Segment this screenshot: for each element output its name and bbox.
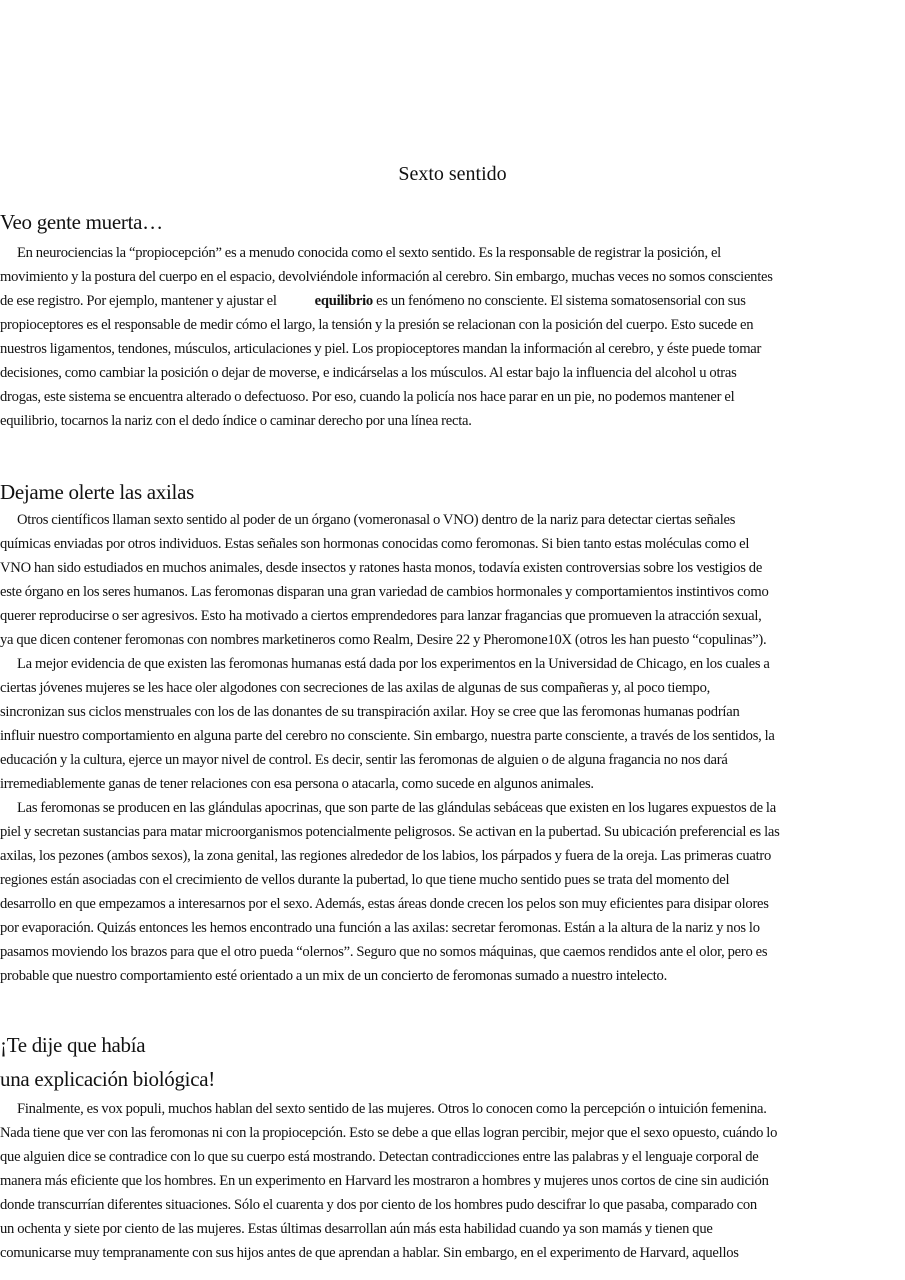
paragraph [0, 652, 905, 796]
text-line: probable que nuestro comportamiento esté orientado a un mix de un concierto de feromonas sumado a nuestro intelecto. [0, 968, 667, 984]
document-title: Sexto sentido [398, 163, 507, 185]
bold-term: equilibrio [314, 293, 373, 309]
text-line: movimiento y la postura del cuerpo en el espacio, devolviéndole información al cerebro. Sin embargo, muchas veces no somos conscientes [0, 269, 773, 285]
text-line: Finalmente, es vox populi, muchos hablan del sexto sentido de las mujeres. Otros lo conocen como la percepción o intuición femenina. [17, 1101, 767, 1117]
paragraph [0, 796, 905, 988]
text-line: En neurociencias la “propiocepción” es a menudo conocida como el sexto sentido. Es la responsable de registrar la posición, el [17, 245, 721, 261]
paragraph [0, 1097, 905, 1265]
text-segment: es un fenómeno no consciente. El sistema somatosensorial con sus [372, 293, 746, 309]
text-line: piel y secretan sustancias para matar microorganismos potencialmente peligrosos. Se activan en la pubertad. Su ubicación preferencial es las [0, 824, 780, 840]
text-line: equilibrio, tocarnos la nariz con el dedo índice o caminar derecho por una línea recta. [0, 413, 472, 429]
text-line: axilas, los pezones (ambos sexos), la zona genital, las regiones alrededor de los labios, los párpados y fuera de la oreja. Las primeras cuatro [0, 848, 772, 864]
text-line: Las feromonas se producen en las glándulas apocrinas, que son parte de las glándulas sebáceas que existen en los lugares expuestos de la [17, 800, 776, 816]
text-line: Otros científicos llaman sexto sentido al poder de un órgano (vomeronasal o VNO) dentro de la nariz para detectar ciertas señales [17, 512, 736, 528]
text-line: un ochenta y siete por ciento de las mujeres. Estas últimas desarrollan aún más esta habilidad cuando ya son mamás y tienen que [0, 1221, 713, 1237]
section-body [0, 1097, 905, 1265]
text-line: nuestros ligamentos, tendones, músculos, articulaciones y piel. Los propioceptores mandan la información al cerebro, y éste puede tomar [0, 341, 762, 357]
text-line: drogas, este sistema se encuentra alterado o defectuoso. Por eso, cuando la policía nos hace parar en un pie, no podemos mantener el [0, 389, 735, 405]
section-heading: Veo gente muerta… [0, 210, 163, 234]
text-line: regiones están asociadas con el crecimiento de vellos durante la pubertad, lo que tiene mucho sentido pues se trata del momento del [0, 872, 730, 888]
text-line: influir nuestro comportamiento en alguna parte del cerebro no consciente. Sin embargo, nuestra parte consciente, a través de los sentidos, la [0, 728, 775, 744]
section-body [0, 508, 905, 988]
section-heading: ¡Te dije que había [0, 1033, 146, 1057]
text-line: que alguien dice se contradice con lo que su cuerpo está mostrando. Detectan contradicciones entre las palabras y el lenguaje corporal de [0, 1149, 759, 1165]
text-line: ya que dicen contener feromonas con nombres marketineros como Realm, Desire 22 y Pheromone10X (otros les han puesto “copulinas”). [0, 632, 767, 648]
text-line: por evaporación. Quizás entonces les hemos encontrado una función a las axilas: secretar feromonas. Están a la altura de la nariz y nos lo [0, 920, 760, 936]
section-body [0, 241, 905, 433]
text-line: La mejor evidencia de que existen las feromonas humanas está dada por los experimentos en la Universidad de Chicago, en los cuales a [17, 656, 770, 672]
text-line: comunicarse muy tempranamente con sus hijos antes de que aprendan a hablar. Sin embargo, en el experimento de Harvard, aquellos [0, 1245, 739, 1261]
text-line: este órgano en los seres humanos. Las feromonas disparan una gran variedad de cambios hormonales y comportamientos instintivos como [0, 584, 769, 600]
text-line: ciertas jóvenes mujeres se les hace oler algodones con secreciones de las axilas de algunas de sus compañeras y, al poco tiempo, [0, 680, 711, 696]
text-line: VNO han sido estudiados en muchos animales, desde insectos y ratones hasta monos, todavía existen controversias sobre los vestigios de [0, 560, 763, 576]
text-line: desarrollo en que empezamos a interesarnos por el sexo. Además, estas áreas donde crecen los pelos son muy eficientes para disipar olores [0, 896, 769, 912]
paragraph [0, 508, 905, 652]
paragraph [0, 241, 905, 433]
text-segment: de ese registro. Por ejemplo, mantener y ajustar el [0, 293, 277, 309]
text-line: educación y la cultura, ejerce un mayor nivel de control. Es decir, sentir las feromonas de alguien o de alguna fragancia no nos dará [0, 752, 728, 768]
text-line: donde transcurrían diferentes situaciones. Sólo el cuarenta y dos por ciento de los hombres pudo descifrar lo que pasaba, comparado con [0, 1197, 757, 1213]
text-line: sincronizan sus ciclos menstruales con los de las donantes de su transpiración axilar. Hoy se cree que las feromonas humanas podrían [0, 704, 740, 720]
text-line: querer reproducirse o ser agresivos. Esto ha motivado a ciertos emprendedores para lanzar fragancias que promueven la atracción sexual, [0, 608, 762, 624]
text-line: propioceptores es el responsable de medir cómo el largo, la tensión y la presión se relacionan con la posición del cuerpo. Esto sucede en [0, 317, 754, 333]
text-line [0, 289, 905, 313]
text-line: decisiones, como cambiar la posición o dejar de moverse, e indicárselas a los músculos. Al estar bajo la influencia del alcohol u otras [0, 365, 737, 381]
text-line: Nada tiene que ver con las feromonas ni con la propiocepción. Esto se debe a que ellas logran percibir, mejor que el sexo opuesto, cuándo lo [0, 1125, 778, 1141]
section-heading: Dejame olerte las axilas [0, 480, 194, 504]
section-heading: una explicación biológica! [0, 1067, 215, 1091]
text-line: manera más eficiente que los hombres. En un experimento en Harvard les mostraron a hombres y mujeres unos cortos de cine sin audición [0, 1173, 769, 1189]
text-line: pasamos moviendo los brazos para que el otro pueda “olernos”. Seguro que no somos máquinas, que caemos rendidos ante el olor, pero es [0, 944, 768, 960]
text-line: irremediablemente ganas de tener relaciones con esa persona o atacarla, como sucede en algunos animales. [0, 776, 594, 792]
text-line: químicas enviadas por otros individuos. Estas señales son hormonas conocidas como feromonas. Si bien tanto estas moléculas como el [0, 536, 750, 552]
